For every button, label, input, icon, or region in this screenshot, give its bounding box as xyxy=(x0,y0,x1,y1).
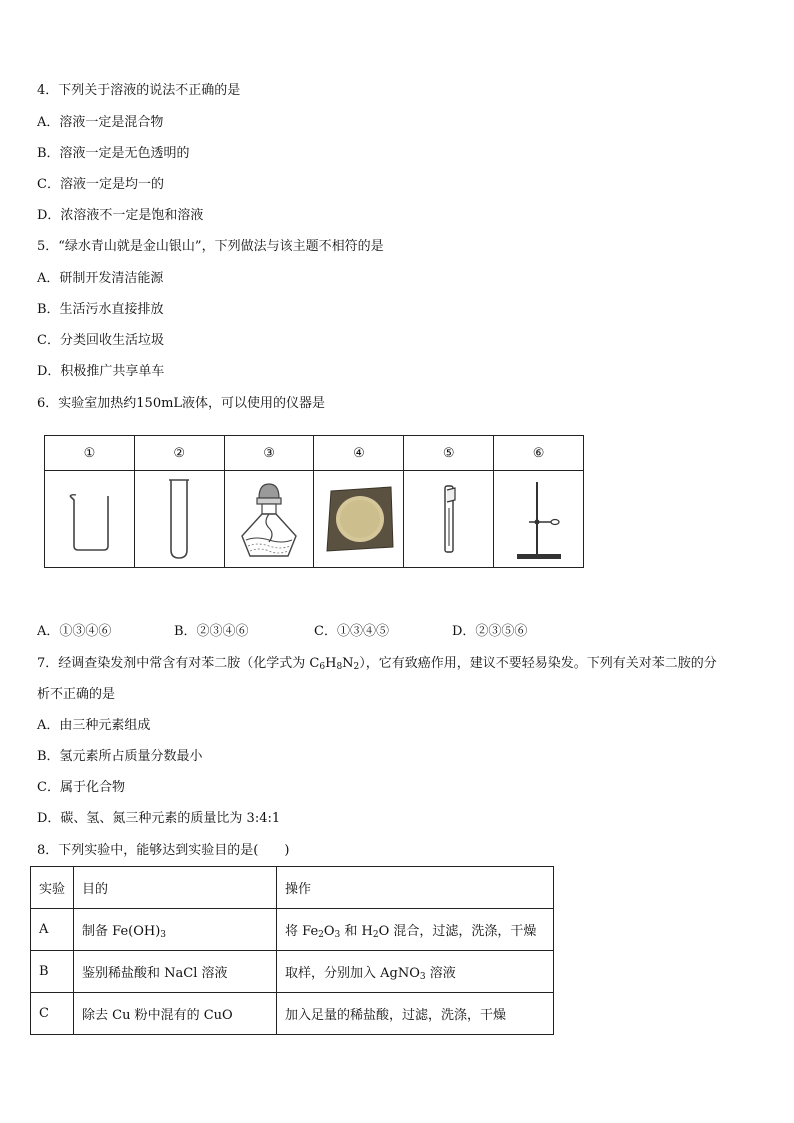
q5-option-a: A．研制开发清洁能源 xyxy=(37,271,164,286)
row-a-op-pre: 将 Fe xyxy=(285,924,319,939)
row-b-label: B xyxy=(31,951,74,993)
row-a-op-sub3: 2 xyxy=(372,930,379,940)
instrument-header-4: ④ xyxy=(314,436,404,471)
experiment-table xyxy=(30,866,554,1035)
asbestos-gauze-icon xyxy=(321,483,397,555)
instrument-cell-2 xyxy=(134,471,224,568)
q4-option-c: C．溶液一定是均一的 xyxy=(37,177,164,192)
row-a-label: A xyxy=(31,909,74,951)
q7-option-d: D．碳、氢、氮三种元素的质量比为 3:4:1 xyxy=(37,811,281,826)
table-row xyxy=(31,993,554,1035)
q4-option-b: B．溶液一定是无色透明的 xyxy=(37,146,190,161)
instrument-cell-1 xyxy=(45,471,135,568)
row-a-operation xyxy=(277,909,554,951)
alcohol-lamp-icon xyxy=(236,474,302,564)
q7-sub-h: 8 xyxy=(336,662,343,672)
q7-stem xyxy=(37,655,717,673)
q7-stem-part1: 7．经调查染发剂中常含有对苯二胺（化学式为 C xyxy=(37,656,320,671)
row-b-purpose: 鉴别稀盐酸和 NaCl 溶液 xyxy=(74,951,277,993)
q6-stem: 6．实验室加热约150mL液体，可以使用的仪器是 xyxy=(37,396,326,411)
q7-option-c: C．属于化合物 xyxy=(37,780,125,795)
header-purpose: 目的 xyxy=(74,867,277,909)
q7-formula-n: N xyxy=(342,656,354,671)
instrument-cell-4 xyxy=(314,471,404,568)
beaker-icon xyxy=(64,484,114,554)
row-a-op-mid1: O xyxy=(323,924,335,939)
row-b-op-pre: 取样，分别加入 AgNO xyxy=(285,966,420,981)
q6-option-d: D．②③⑤⑥ xyxy=(452,624,528,639)
instrument-header-1: ① xyxy=(45,436,135,471)
row-c-purpose: 除去 Cu 粉中混有的 CuO xyxy=(74,993,277,1035)
instrument-cell-3 xyxy=(224,471,314,568)
q5-stem: 5．“绿水青山就是金山银山”，下列做法与该主题不相符的是 xyxy=(37,239,384,254)
instrument-header-6: ⑥ xyxy=(494,436,584,471)
q6-option-b: B．②③④⑥ xyxy=(174,624,249,639)
instrument-header-3: ③ xyxy=(224,436,314,471)
q5-option-c: C．分类回收生活垃圾 xyxy=(37,333,164,348)
header-experiment: 实验 xyxy=(31,867,74,909)
q4-option-a: A．溶液一定是混合物 xyxy=(37,115,164,130)
table-row xyxy=(31,909,554,951)
q7-formula-h: H xyxy=(325,656,337,671)
row-a-op-mid2: 和 H xyxy=(340,924,373,939)
instrument-cell-5 xyxy=(404,471,494,568)
instrument-cell-6 xyxy=(494,471,584,568)
instrument-header-2: ② xyxy=(134,436,224,471)
instrument-table xyxy=(44,435,584,568)
row-a-op-sub2: 3 xyxy=(334,930,341,940)
row-a-purpose xyxy=(74,909,277,951)
row-a-purpose-text: 制备 Fe(OH) xyxy=(82,924,161,939)
test-tube-clamp-icon xyxy=(438,480,460,558)
row-a-op-post: O 混合，过滤，洗涤，干燥 xyxy=(378,924,537,939)
q4-option-d: D．浓溶液不一定是饱和溶液 xyxy=(37,208,204,223)
q4-stem: 4．下列关于溶液的说法不正确的是 xyxy=(37,83,241,98)
q7-sub-n: 2 xyxy=(353,662,360,672)
row-c-operation: 加入足量的稀盐酸，过滤，洗涤，干燥 xyxy=(277,993,554,1035)
q7-stem-part2: ），它有致癌作用，建议不要轻易染发。下列有关对苯二胺的分 xyxy=(359,656,717,671)
row-b-op-post: 溶液 xyxy=(425,966,456,981)
q7-option-a: A．由三种元素组成 xyxy=(37,718,151,733)
q8-stem: 8．下列实验中，能够达到实验目的是( ) xyxy=(37,843,290,858)
row-c-label: C xyxy=(31,993,74,1035)
iron-stand-icon xyxy=(507,476,571,562)
q6-option-a: A．①③④⑥ xyxy=(37,624,112,639)
table-row xyxy=(31,951,554,993)
q6-option-c: C．①③④⑤ xyxy=(314,624,389,639)
q7-sub-c: 6 xyxy=(319,662,326,672)
row-a-op-sub1: 2 xyxy=(318,930,324,940)
row-b-operation xyxy=(277,951,554,993)
q7-option-b: B．氢元素所占质量分数最小 xyxy=(37,749,203,764)
q7-stem-line2: 析不正确的是 xyxy=(37,687,116,702)
q6-options xyxy=(37,623,577,641)
test-tube-icon xyxy=(164,476,194,562)
q5-option-b: B．生活污水直接排放 xyxy=(37,302,164,317)
header-operation: 操作 xyxy=(277,867,554,909)
row-b-op-sub: 3 xyxy=(419,972,426,982)
experiment-table-header xyxy=(31,867,554,909)
instrument-header-5: ⑤ xyxy=(404,436,494,471)
row-a-purpose-sub: 3 xyxy=(160,930,167,940)
q5-option-d: D．积极推广共享单车 xyxy=(37,364,165,379)
